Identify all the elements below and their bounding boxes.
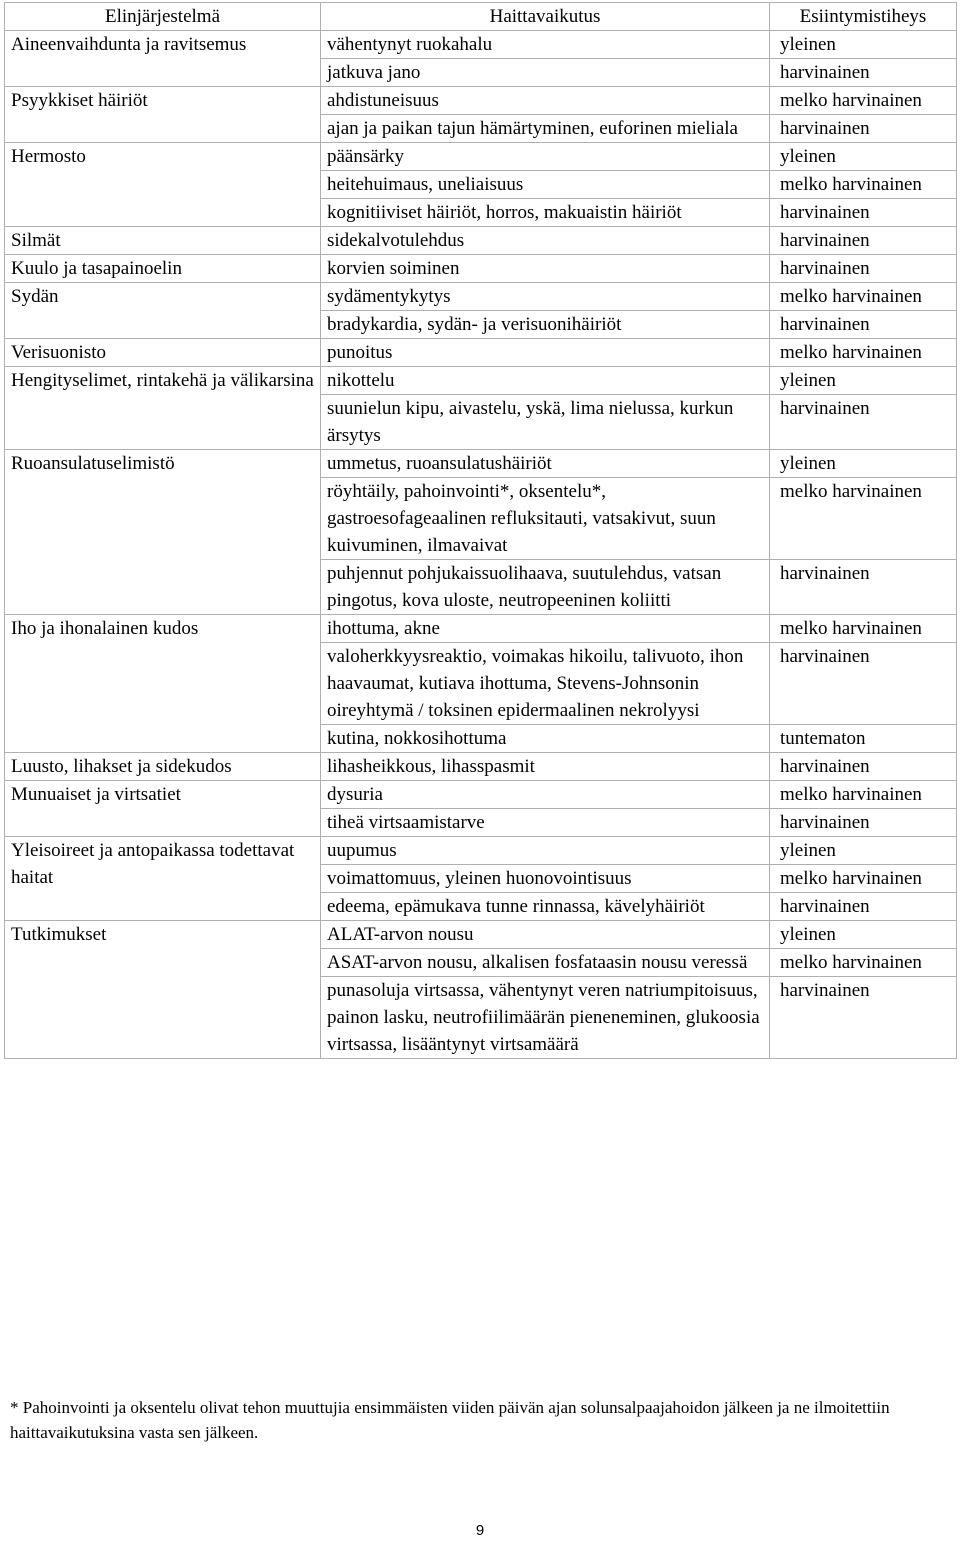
system-cell: Kuulo ja tasapainoelin: [5, 255, 321, 283]
effect-cell: punoitus: [321, 339, 770, 367]
system-cell: Tutkimukset: [5, 921, 321, 1059]
effect-cell: sidekalvotulehdus: [321, 227, 770, 255]
system-cell: Verisuonisto: [5, 339, 321, 367]
table-row: [5, 87, 957, 115]
frequency-cell: harvinainen: [770, 753, 957, 781]
adverse-effects-table: [4, 2, 957, 1059]
effect-cell: korvien soiminen: [321, 255, 770, 283]
table-row: [5, 615, 957, 643]
frequency-cell: harvinainen: [770, 199, 957, 227]
header-system: Elinjärjestelmä: [5, 3, 321, 31]
table-row: [5, 143, 957, 171]
table-row: [5, 753, 957, 781]
system-cell: Psyykkiset häiriöt: [5, 87, 321, 143]
frequency-cell: tuntematon: [770, 725, 957, 753]
header-effect: Haittavaikutus: [321, 3, 770, 31]
page-number: 9: [475, 1522, 485, 1539]
frequency-cell: melko harvinainen: [770, 615, 957, 643]
effect-cell: vähentynyt ruokahalu: [321, 31, 770, 59]
effect-cell: dysuria: [321, 781, 770, 809]
table-row: [5, 339, 957, 367]
effect-cell: ajan ja paikan tajun hämärtyminen, euforinen mieliala: [321, 115, 770, 143]
frequency-cell: melko harvinainen: [770, 339, 957, 367]
table-header-row: [5, 3, 957, 31]
effect-cell: nikottelu: [321, 367, 770, 395]
frequency-cell: harvinainen: [770, 311, 957, 339]
frequency-cell: harvinainen: [770, 977, 957, 1059]
system-cell: Yleisoireet ja antopaikassa todettavat haitat: [5, 837, 321, 921]
frequency-cell: harvinainen: [770, 643, 957, 725]
system-cell: Luusto, lihakset ja sidekudos: [5, 753, 321, 781]
effect-cell: heitehuimaus, uneliaisuus: [321, 171, 770, 199]
frequency-cell: melko harvinainen: [770, 949, 957, 977]
effect-cell: valoherkkyysreaktio, voimakas hikoilu, talivuoto, ihon haavaumat, kutiava ihottuma, Stevens-Johnsonin oireyhtymä / toksinen epidermaalinen nekrolyysi: [321, 643, 770, 725]
frequency-cell: melko harvinainen: [770, 781, 957, 809]
effect-cell: tiheä virtsaamistarve: [321, 809, 770, 837]
frequency-cell: melko harvinainen: [770, 87, 957, 115]
effect-cell: ummetus, ruoansulatushäiriöt: [321, 450, 770, 478]
effect-cell: punasoluja virtsassa, vähentynyt veren natriumpitoisuus, painon lasku, neutrofiilimäärän pieneneminen, glukoosia virtsassa, lisääntynyt virtsamäärä: [321, 977, 770, 1059]
system-cell: Iho ja ihonalainen kudos: [5, 615, 321, 753]
effect-cell: bradykardia, sydän- ja verisuonihäiriöt: [321, 311, 770, 339]
frequency-cell: yleinen: [770, 837, 957, 865]
system-cell: Hengityselimet, rintakehä ja välikarsina: [5, 367, 321, 450]
system-cell: Sydän: [5, 283, 321, 339]
effect-cell: edeema, epämukava tunne rinnassa, kävelyhäiriöt: [321, 893, 770, 921]
system-cell: Silmät: [5, 227, 321, 255]
system-cell: Aineenvaihdunta ja ravitsemus: [5, 31, 321, 87]
frequency-cell: melko harvinainen: [770, 171, 957, 199]
effect-cell: suunielun kipu, aivastelu, yskä, lima nielussa, kurkun ärsytys: [321, 395, 770, 450]
adverse-effects-table-body: [5, 3, 957, 1059]
effect-cell: päänsärky: [321, 143, 770, 171]
table-row: [5, 227, 957, 255]
frequency-cell: yleinen: [770, 921, 957, 949]
effect-cell: kutina, nokkosihottuma: [321, 725, 770, 753]
frequency-cell: harvinainen: [770, 560, 957, 615]
effect-cell: röyhtäily, pahoinvointi*, oksentelu*, gastroesofageaalinen refluksitauti, vatsakivut, suun kuivuminen, ilmavaivat: [321, 478, 770, 560]
effect-cell: jatkuva jano: [321, 59, 770, 87]
system-cell: Ruoansulatuselimistö: [5, 450, 321, 615]
table-row: [5, 367, 957, 395]
frequency-cell: yleinen: [770, 450, 957, 478]
effect-cell: ihottuma, akne: [321, 615, 770, 643]
frequency-cell: harvinainen: [770, 893, 957, 921]
table-row: [5, 781, 957, 809]
frequency-cell: melko harvinainen: [770, 865, 957, 893]
table-row: [5, 837, 957, 865]
effect-cell: voimattomuus, yleinen huonovointisuus: [321, 865, 770, 893]
frequency-cell: harvinainen: [770, 227, 957, 255]
effect-cell: lihasheikkous, lihasspasmit: [321, 753, 770, 781]
frequency-cell: harvinainen: [770, 115, 957, 143]
table-row: [5, 31, 957, 59]
table-row: [5, 255, 957, 283]
effect-cell: sydämentykytys: [321, 283, 770, 311]
frequency-cell: yleinen: [770, 31, 957, 59]
system-cell: Munuaiset ja virtsatiet: [5, 781, 321, 837]
frequency-cell: harvinainen: [770, 59, 957, 87]
footnote: * Pahoinvointi ja oksentelu olivat tehon muuttujia ensimmäisten viiden päivän ajan solunsalpaajahoidon jälkeen ja ne ilmoitettiin haittavaikutuksina vasta sen jälkeen.: [10, 1398, 890, 1442]
table-row: [5, 921, 957, 949]
frequency-cell: harvinainen: [770, 395, 957, 450]
effect-cell: kognitiiviset häiriöt, horros, makuaistin häiriöt: [321, 199, 770, 227]
frequency-cell: melko harvinainen: [770, 478, 957, 560]
effect-cell: puhjennut pohjukaissuolihaava, suutulehdus, vatsan pingotus, kova uloste, neutropeeninen koliitti: [321, 560, 770, 615]
frequency-cell: melko harvinainen: [770, 283, 957, 311]
system-cell: Hermosto: [5, 143, 321, 227]
frequency-cell: harvinainen: [770, 809, 957, 837]
frequency-cell: yleinen: [770, 367, 957, 395]
effect-cell: ahdistuneisuus: [321, 87, 770, 115]
effect-cell: ASAT-arvon nousu, alkalisen fosfataasin nousu veressä: [321, 949, 770, 977]
frequency-cell: yleinen: [770, 143, 957, 171]
table-row: [5, 450, 957, 478]
effect-cell: ALAT-arvon nousu: [321, 921, 770, 949]
header-frequency: Esiintymistiheys: [770, 3, 957, 31]
table-row: [5, 283, 957, 311]
effect-cell: uupumus: [321, 837, 770, 865]
frequency-cell: harvinainen: [770, 255, 957, 283]
